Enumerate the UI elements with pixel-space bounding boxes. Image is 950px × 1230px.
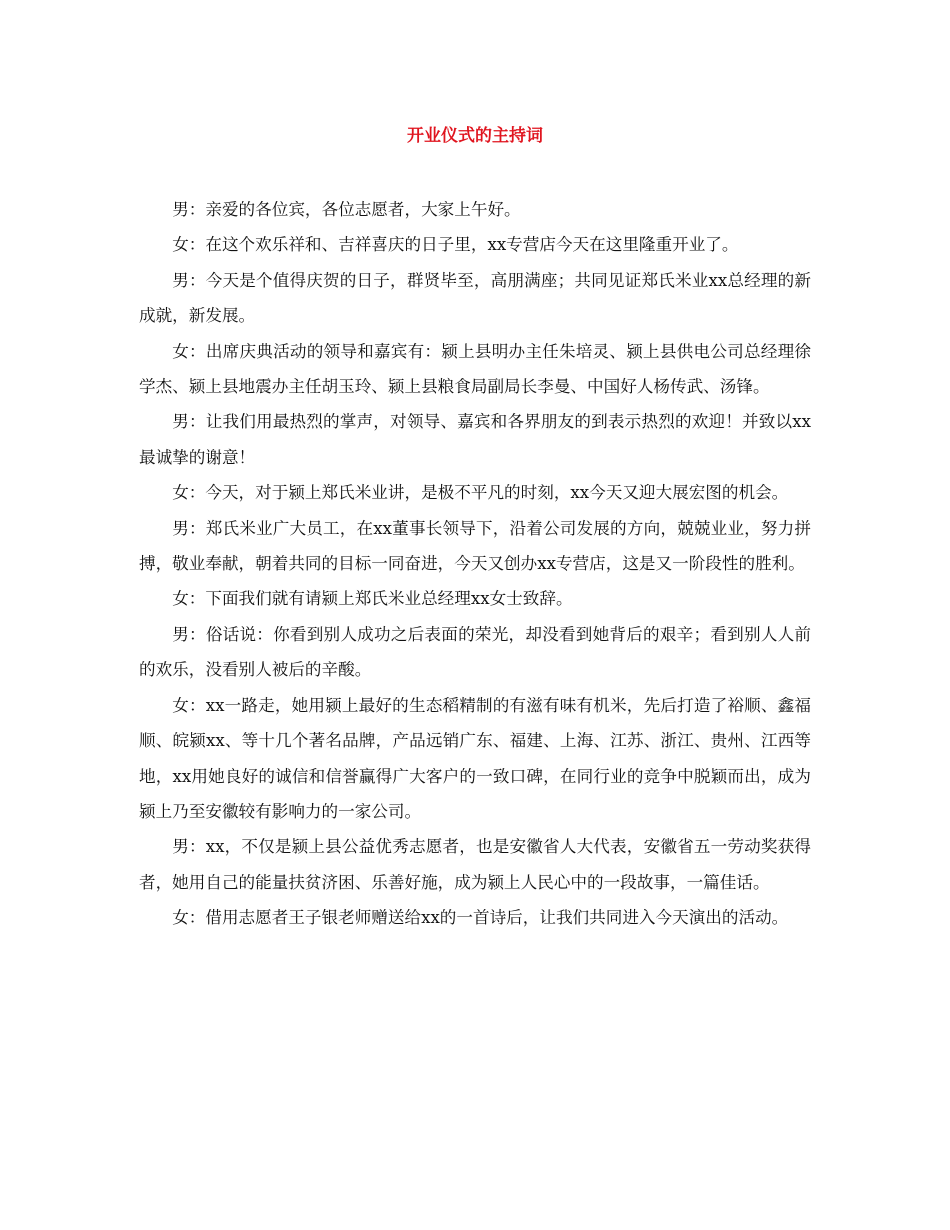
paragraph: 女：在这个欢乐祥和、吉祥喜庆的日子里，xx专营店今天在这里隆重开业了。	[172, 235, 739, 255]
paragraph: 男：俗话说：你看到别人成功之后表面的荣光，却没看到她背后的艰辛；看到别人人前的欢乐，没看别人被后的辛酸。	[139, 624, 811, 680]
paragraph: 女：今天，对于颍上郑氏米业讲，是极不平凡的时刻，xx今天又迎大展宏图的机会。	[172, 483, 789, 503]
paragraph: 女：借用志愿者王子银老师赠送给xx的一首诗后，让我们共同进入今天演出的活动。	[172, 908, 789, 928]
paragraph: 男：亲爱的各位宾，各位志愿者，大家上午好。	[172, 200, 521, 219]
paragraph: 男：让我们用最热烈的掌声，对领导、嘉宾和各界朋友的到表示热烈的欢迎！并致以xx最诚挚的谢意！	[139, 412, 811, 467]
paragraph: 女：xx一路走，她用颍上最好的生态稻精制的有滋有味有机米，先后打造了裕顺、鑫福顺、皖颍xx、等十几个著名品牌，产品远销广东、福建、上海、江苏、浙江、贵州、江西等地，xx用她良好的诚信和信誉赢得广大客户的一致口碑，在同行业的竞争中脱颖而出，成为颍上乃至安徽较有影响力的一家公司。	[139, 695, 811, 821]
document-body	[139, 192, 811, 936]
paragraph: 男：xx，不仅是颍上县公益优秀志愿者，也是安徽省人大代表，安徽省五一劳动奖获得者，她用自己的能量扶贫济困、乐善好施，成为颍上人民心中的一段故事，一篇佳话。	[139, 837, 811, 892]
paragraph: 男：今天是个值得庆贺的日子，群贤毕至，高朋满座；共同见证郑氏米业xx总经理的新成就，新发展。	[139, 270, 811, 326]
paragraph: 男：郑氏米业广大员工，在xx董事长领导下，沿着公司发展的方向，兢兢业业，努力拼搏，敬业奉献，朝着共同的目标一同奋进，今天又创办xx专营店，这是又一阶段性的胜利。	[139, 518, 811, 574]
paragraph: 女：出席庆典活动的领导和嘉宾有：颍上县明办主任朱培灵、颍上县供电公司总经理徐学杰、颍上县地震办主任胡玉玲、颍上县粮食局副局长李曼、中国好人杨传武、汤锋。	[139, 341, 811, 397]
document-title: 开业仪式的主持词	[407, 126, 543, 146]
paragraph: 女：下面我们就有请颍上郑氏米业总经理xx女士致辞。	[172, 589, 573, 609]
